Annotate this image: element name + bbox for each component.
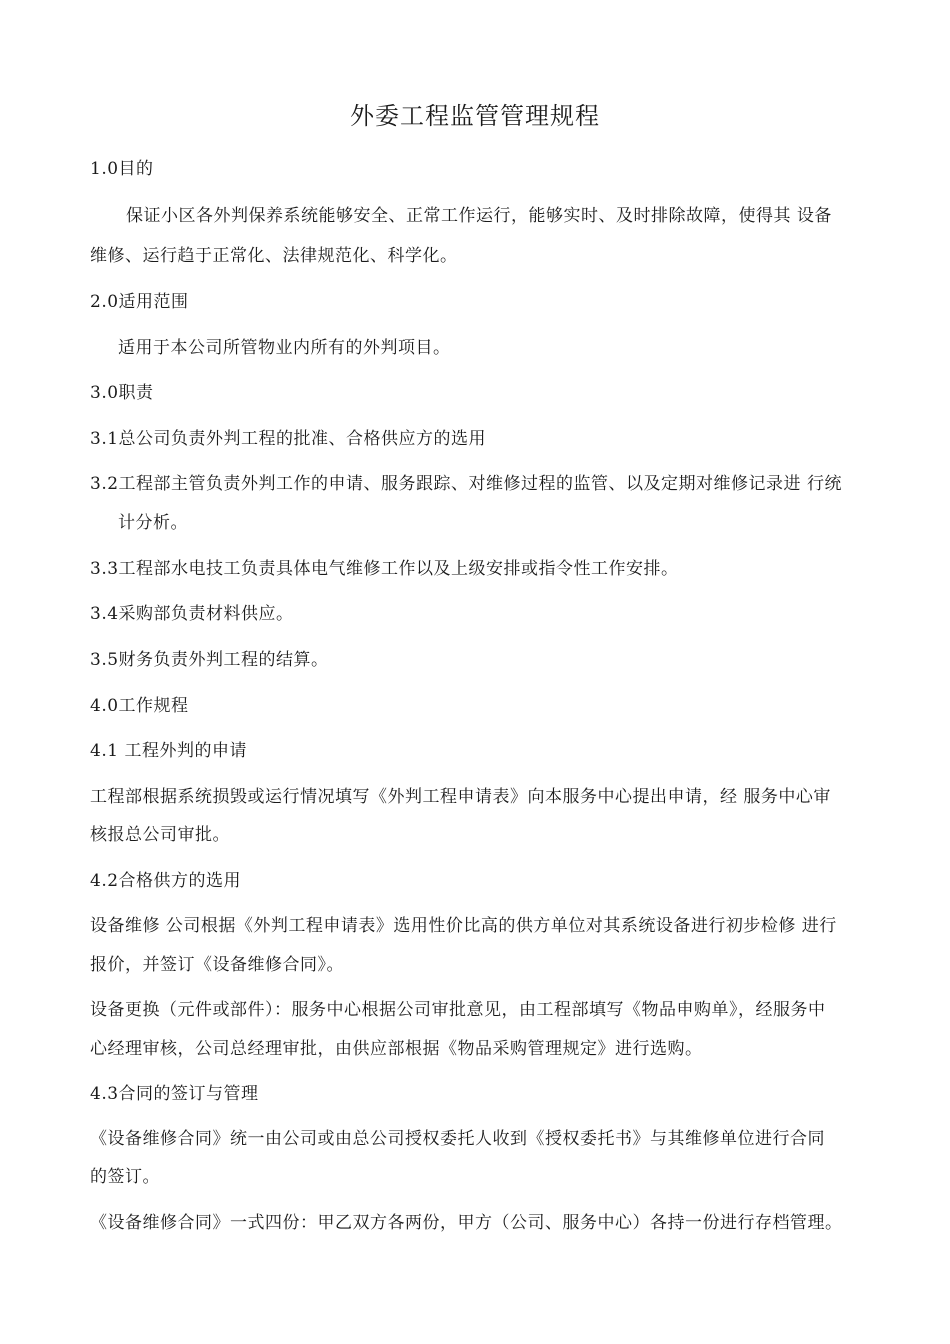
duty-item: 3.2工程部主管负责外判工作的申请、服务跟踪、对维修过程的监管、以及定期对维修记录进 行统 [90,474,842,494]
duty-item-continued: 计分析。 [118,513,188,533]
paragraph-line: 《设备维修合同》统一由公司或由总公司授权委托人收到《授权委托书》与其维修单位进行合同 [90,1129,825,1149]
paragraph-line: 核报总公司审批。 [90,825,230,845]
paragraph-line: 的签订。 [90,1167,160,1187]
document-title: 外委工程监管管理规程 [350,102,600,130]
paragraph-line: 《设备维修合同》一式四份：甲乙双方各两份，甲方（公司、服务中心）各持一份进行存档管理。 [90,1213,843,1233]
paragraph-line: 维修、运行趋于正常化、法律规范化、科学化。 [90,246,458,266]
paragraph-line: 报价，并签订《设备维修合同》。 [90,955,344,975]
subsection-heading: 4.1 工程外判的申请 [90,741,247,761]
paragraph-line: 设备维修 公司根据《外判工程申请表》选用性价比高的供方单位对其系统设备进行初步检修 进行 [90,916,837,936]
paragraph-line: 心经理审核，公司总经理审批，由供应部根据《物品采购管理规定》进行选购。 [90,1039,703,1059]
duty-item: 3.5财务负责外判工程的结算。 [90,650,329,670]
paragraph-line: 保证小区各外判保养系统能够安全、正常工作运行，能够实时、及时排除故障，使得其 设备 [126,206,832,226]
section-heading-purpose: 1.0目的 [90,159,154,179]
subsection-heading: 4.3合同的签订与管理 [90,1084,259,1104]
duty-item: 3.4采购部负责材料供应。 [90,604,294,624]
paragraph-line: 工程部根据系统损毁或运行情况填写《外判工程申请表》向本服务中心提出申请，经 服务中心审 [90,787,831,807]
duty-item: 3.3工程部水电技工负责具体电气维修工作以及上级安排或指令性工作安排。 [90,559,679,579]
paragraph-line: 适用于本公司所管物业内所有的外判项目。 [118,338,451,358]
section-heading-duties: 3.0职责 [90,383,154,403]
section-heading-scope: 2.0适用范围 [90,292,189,312]
paragraph-line: 设备更换（元件或部件）：服务中心根据公司审批意见，由工程部填写《物品申购单》，经服务中 [90,1000,826,1020]
duty-item: 3.1总公司负责外判工程的批准、合格供应方的选用 [90,429,487,449]
section-heading-procedures: 4.0工作规程 [90,696,189,716]
subsection-heading: 4.2合格供方的选用 [90,871,242,891]
